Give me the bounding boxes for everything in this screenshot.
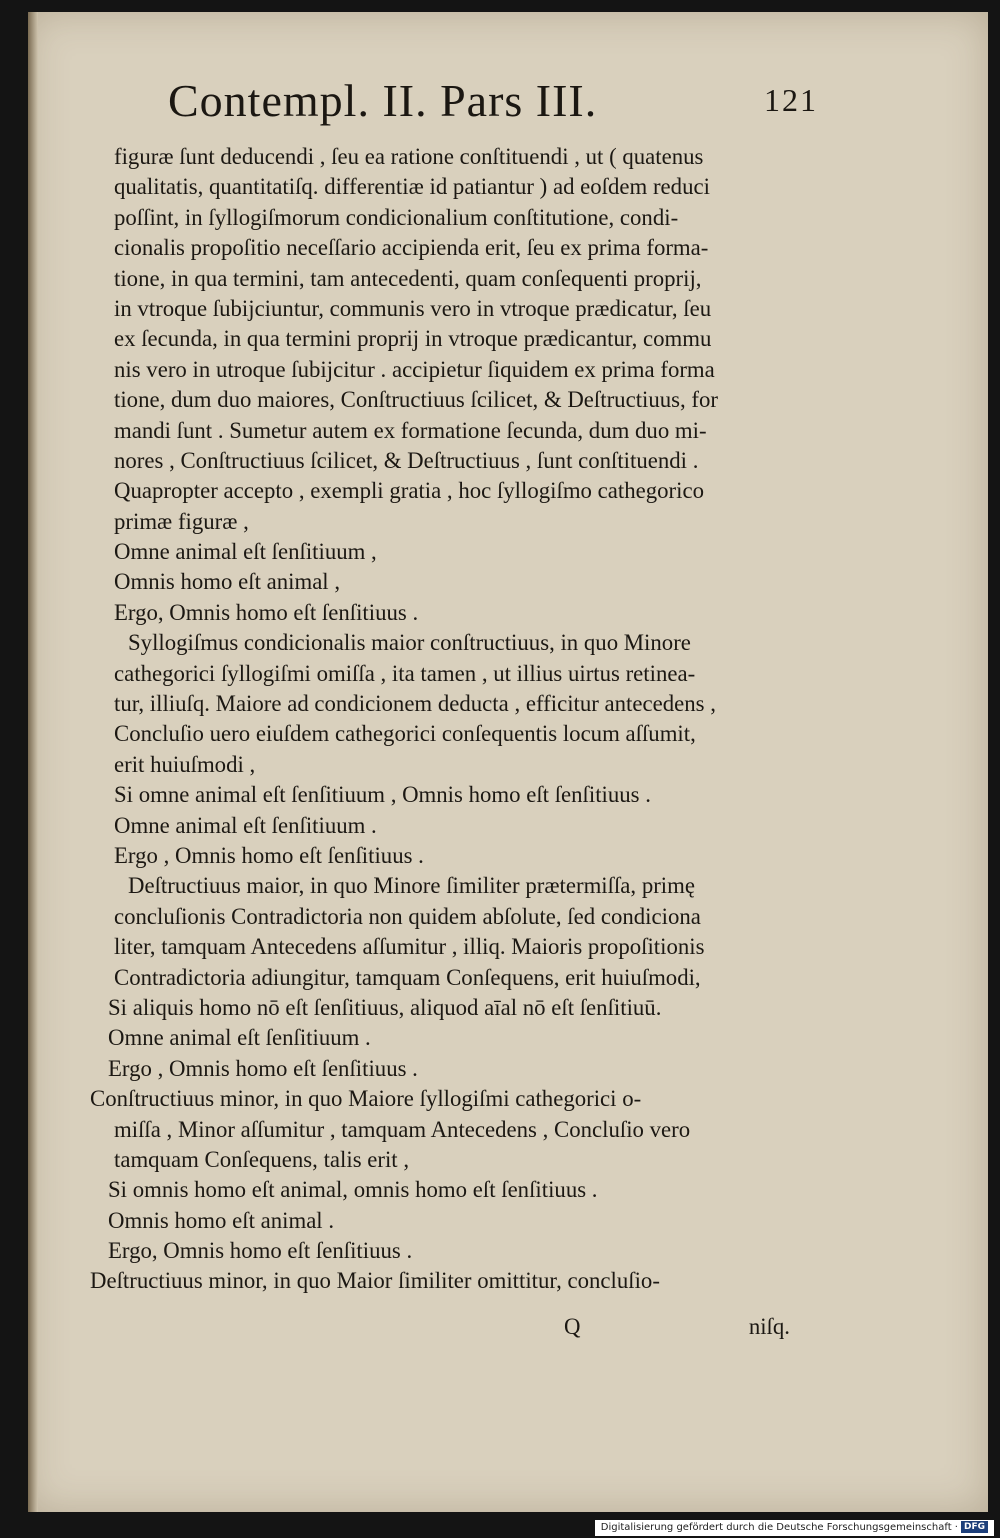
dfg-logo-icon: DFG	[961, 1521, 988, 1533]
text-line: poſſint, in ſyllogiſmorum condicionalium conſtitutione, condi-	[114, 204, 679, 230]
text-line: Omne animal eſt ſenſitiuum .	[114, 812, 377, 838]
text-line: mandi ſunt . Sumetur autem ex formatione ſecunda, dum duo mi-	[114, 417, 707, 443]
catchword: niſq.	[748, 1314, 790, 1339]
text-line: cathegorici ſyllogiſmi omiſſa , ita tamen , ut illius uirtus retinea-	[114, 660, 696, 686]
text-line: tione, in qua termini, tam antecedenti, quam conſequenti proprij,	[114, 265, 702, 291]
text-line: Omne animal eſt ſenſitiuum ,	[114, 539, 377, 565]
page-gutter	[28, 12, 38, 1512]
catchline	[564, 1314, 804, 1350]
text-line: primæ figuræ ,	[114, 508, 249, 534]
text-line: erit huiuſmodi ,	[114, 751, 256, 777]
text-line: Si omne animal eſt ſenſitiuum , Omnis homo eſt ſenſitiuus .	[114, 782, 651, 808]
digitization-credit	[595, 1520, 994, 1536]
text-line: Si omnis homo eſt animal, omnis homo eſt ſenſitiuus .	[108, 1177, 598, 1203]
text-line: Deſtructiuus maior, in quo Minore ſimiliter prætermiſſa, primę	[128, 873, 695, 899]
text-line: Omne animal eſt ſenſitiuum .	[108, 1025, 371, 1051]
text-line: in vtroque ſubijciuntur, communis vero in vtroque prædicatur, ſeu	[114, 295, 712, 321]
text-line: Quapropter accepto , exempli gratia , hoc ſyllogiſmo cathegorico	[114, 478, 704, 504]
running-header	[168, 74, 818, 134]
text-line: Ergo, Omnis homo eſt ſenſitiuus .	[108, 1238, 413, 1264]
text-line: Omnis homo eſt animal ,	[114, 569, 341, 595]
text-line: concluſionis Contradictoria non quidem abſolute, ſed condiciona	[114, 903, 701, 929]
text-line: nores , Conſtructiuus ſcilicet, & Deſtructiuus , ſunt conſtituendi .	[114, 447, 699, 473]
text-line: Ergo , Omnis homo eſt ſenſitiuus .	[108, 1055, 418, 1081]
text-line: nis vero in utroque ſubijcitur . accipietur ſiquidem ex prima forma	[114, 356, 715, 382]
text-line: Omnis homo eſt animal .	[108, 1207, 335, 1233]
text-line: cionalis propoſitio neceſſario accipienda erit, ſeu ex prima forma-	[114, 235, 709, 261]
running-title: Contempl. II. Pars III.	[168, 75, 598, 126]
text-line: Ergo, Omnis homo eſt ſenſitiuus .	[114, 599, 419, 625]
text-line: tione, dum duo maiores, Conſtructiuus ſcilicet, & Deſtructiuus, for	[114, 387, 719, 413]
text-line: figuræ ſunt deducendi , ſeu ea ratione conſtituendi , ut ( quatenus	[114, 144, 704, 169]
text-line: miſſa , Minor aſſumitur , tamquam Antecedens , Concluſio vero	[114, 1116, 691, 1142]
text-line: Concluſio uero eiuſdem cathegorici conſequentis locum aſſumit,	[114, 721, 696, 747]
text-line: Deſtructiuus minor, in quo Maior ſimiliter omittitur, concluſio-	[90, 1268, 660, 1294]
text-line: Conſtructiuus minor, in quo Maiore ſyllogiſmi cathegorici o-	[90, 1086, 642, 1112]
signature-mark: Q	[564, 1314, 581, 1339]
text-line: Syllogiſmus condicionalis maior conſtructiuus, in quo Minore	[128, 630, 691, 656]
credit-text: Digitalisierung gefördert durch die Deutsche Forschungsgemeinschaft ·	[600, 1522, 958, 1533]
text-line: tamquam Conſequens, talis erit ,	[114, 1146, 410, 1172]
text-line: Si aliquis homo nō eſt ſenſitiuus, aliquod aīal nō eſt ſenſitiuū.	[108, 994, 662, 1020]
book-page	[28, 12, 988, 1512]
text-line: Contradictoria adiungitur, tamquam Conſequens, erit huiuſmodi,	[114, 964, 701, 990]
page-number: 121	[764, 82, 818, 118]
body-text	[90, 142, 814, 1297]
text-line: Ergo , Omnis homo eſt ſenſitiuus .	[114, 842, 424, 868]
text-line: ex ſecunda, in qua termini proprij in vtroque prædicantur, commu	[114, 326, 712, 352]
text-line: tur, illiuſq. Maiore ad condicionem deducta , efficitur antecedens ,	[114, 691, 716, 717]
text-line: liter, tamquam Antecedens aſſumitur , illiq. Maioris propoſitionis	[114, 934, 705, 960]
text-line: qualitatis, quantitatiſq. differentiæ id patiantur ) ad eoſdem reduci	[114, 174, 710, 200]
